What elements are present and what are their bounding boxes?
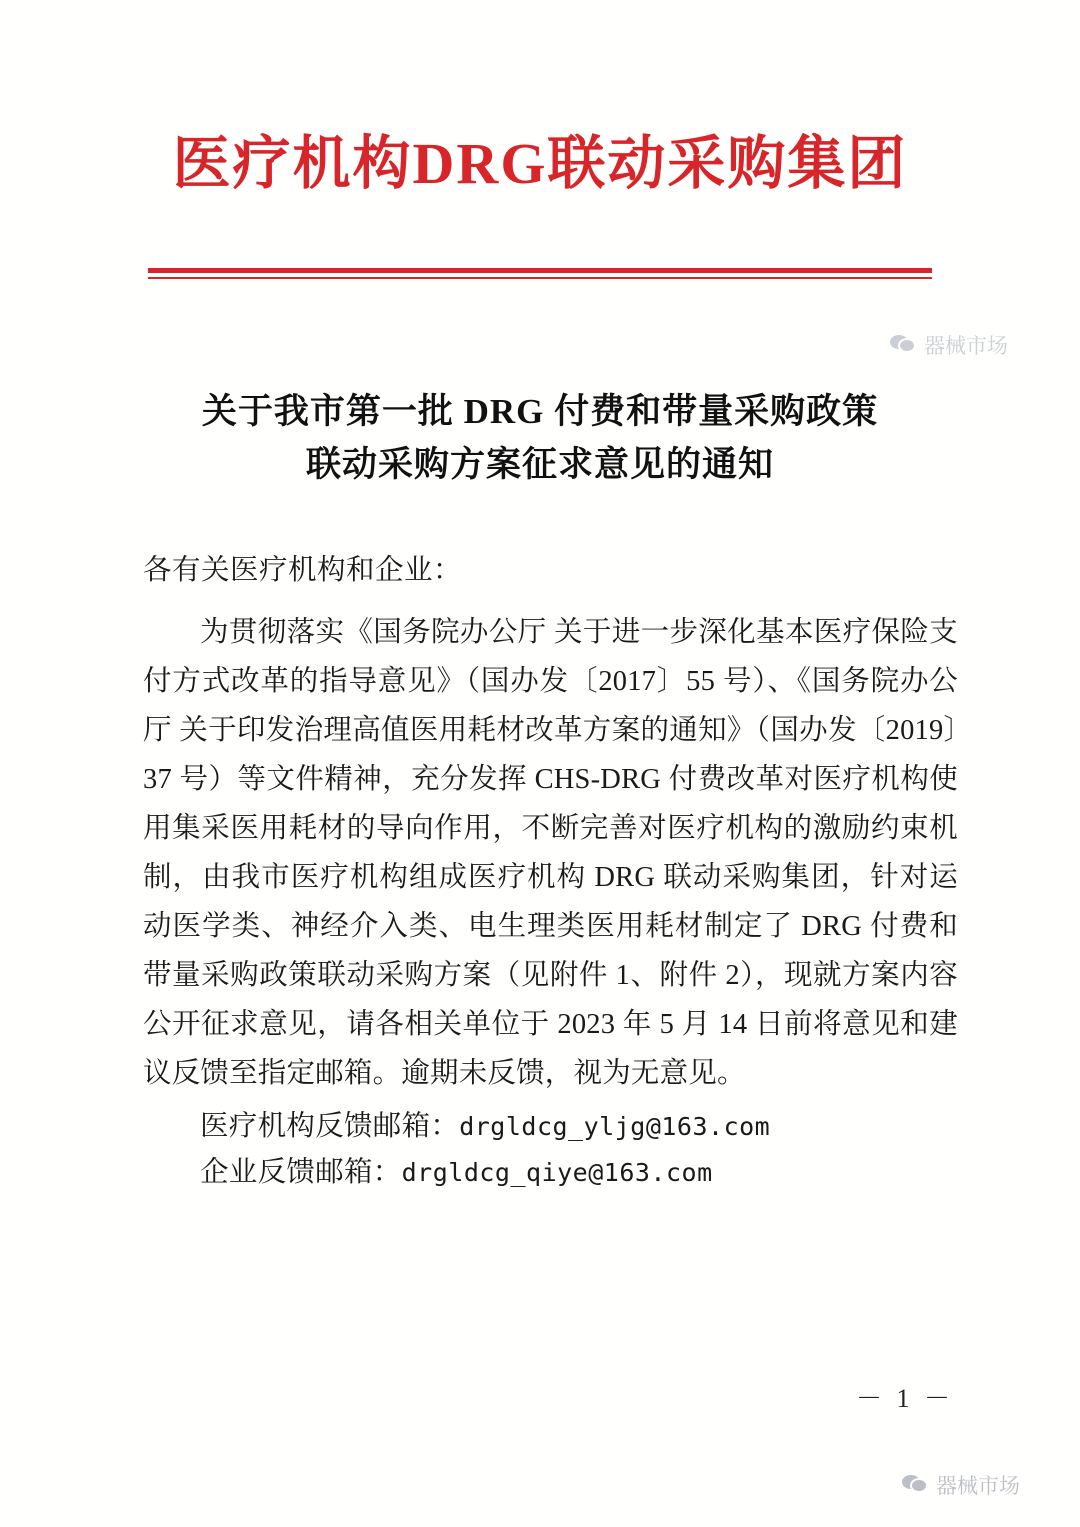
- salutation: 各有关医疗机构和企业：: [143, 555, 463, 586]
- letterhead: [0, 132, 1080, 196]
- watermark-top: [890, 330, 1008, 360]
- divider-thin-line: [148, 277, 932, 279]
- body-paragraph: 为贯彻落实《国务院办公厅 关于进一步深化基本医疗保险支付方式改革的指导意见》（国办发〔2017〕55 号）、《国务院办公厅 关于印发治理高值医用耗材改革方案的通知》（国办发〔2019〕37 号）等文件精神，充分发挥 CHS-DRG 付费改革对医疗机构使用集采医用耗材的导向作用，不断完善对医疗机构的激励约束机制，由我市医疗机构组成医疗机构 DRG 联动采购集团，针对运动医学类、神经介入类、电生理类医用耗材制定了 DRG 付费和带量采购政策联动采购方案（见附件 1、附件 2），现就方案内容公开征求意见，请各相关单位于 2023 年 5 月 14 日前将意见和建议反馈至指定邮箱。逾期未反馈，视为无意见。: [143, 616, 958, 1089]
- wechat-icon: [902, 1474, 928, 1496]
- document-title: [120, 386, 960, 491]
- enterprise-email-address[interactable]: drgldcg_qiye@163.com: [401, 1157, 713, 1187]
- institution-email-label: 医疗机构反馈邮箱：: [200, 1110, 460, 1142]
- document-body: [143, 548, 958, 1196]
- document-title-line-1: 关于我市第一批 DRG 付费和带量采购政策: [201, 392, 879, 431]
- letterhead-org-name: 医疗机构DRG联动采购集团: [172, 131, 908, 196]
- institution-email-address[interactable]: drgldcg_yljg@163.com: [459, 1111, 771, 1141]
- watermark-bottom: [902, 1470, 1020, 1500]
- wechat-icon: [890, 334, 916, 356]
- feedback-emails: [143, 1104, 958, 1196]
- watermark-bottom-label: 器械市场: [936, 1475, 1020, 1498]
- letterhead-divider: [148, 268, 932, 279]
- enterprise-email-line: [143, 1150, 958, 1196]
- document-title-line-2: 联动采购方案征求意见的通知: [305, 444, 774, 484]
- enterprise-email-label: 企业反馈邮箱：: [200, 1156, 402, 1188]
- watermark-top-label: 器械市场: [924, 335, 1008, 358]
- institution-email-line: [143, 1104, 958, 1150]
- page-number: － 1 －: [855, 1384, 954, 1413]
